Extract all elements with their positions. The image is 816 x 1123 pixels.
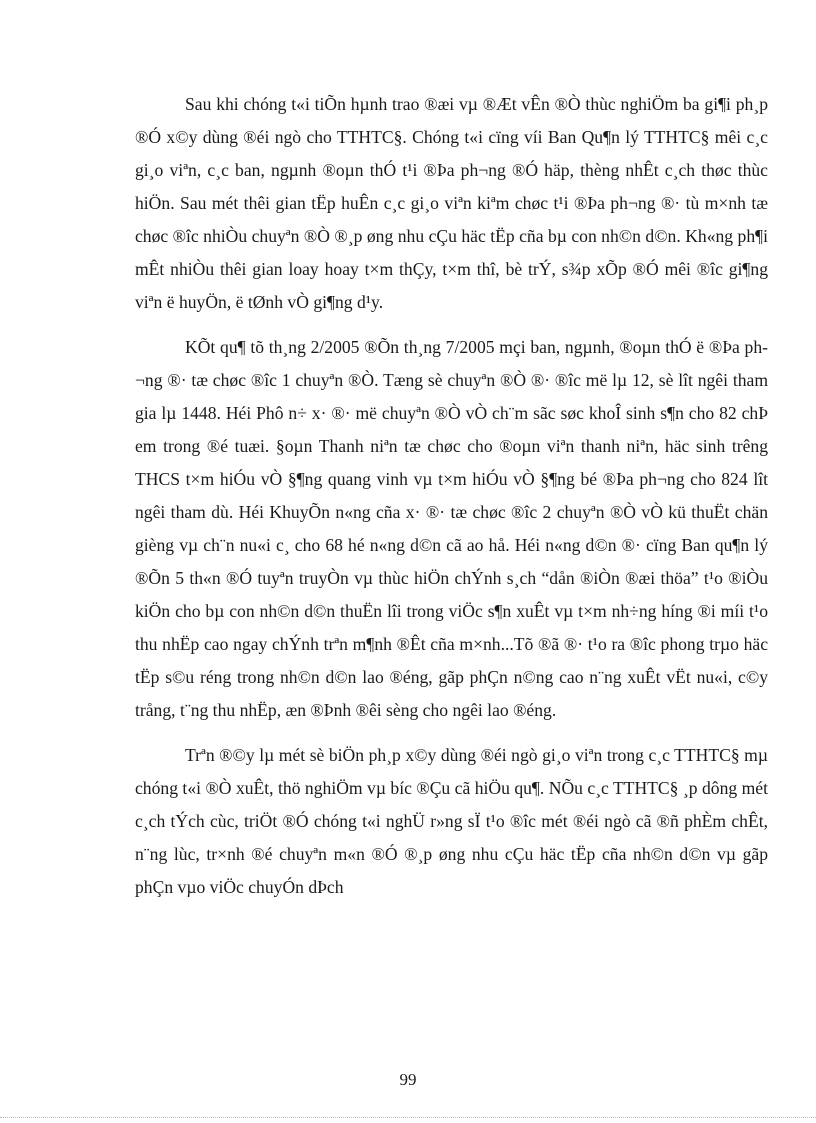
- body-text: [135, 88, 768, 916]
- page-bottom-border: [0, 1117, 816, 1118]
- paragraph-2: KÕt qu¶ tõ th¸ng 2/2005 ®Õn th¸ng 7/2005 mçi ban, ngµnh, ®oµn thÓ ë ®Þa ph¬ng ®· tæ chøc ®îc 1 chuyªn ®Ò. Tæng sè chuyªn ®Ò ®· ®îc më lµ 12, sè lît ngêi tham gia lµ 1448. Héi Phô n÷ x· ®· më chuyªn ®Ò vÒ ch¨m sãc søc khoÎ sinh s¶n cho 82 chÞ em trong ®é tuæi. §oµn Thanh niªn tæ chøc cho ®oµn viªn thanh niªn, häc sinh trêng THCS t×m hiÓu vÒ §¶ng quang vinh vµ t×m hiÓu vÒ §¶ng bé ®Þa ph¬ng cho 824 lît ngêi tham dù. Héi KhuyÕn n«ng cña x· ®· tæ chøc ®îc 2 chuyªn ®Ò vÒ kü thuËt chän gièng vµ ch¨n nu«i c¸ cho 68 hé n«ng d©n cã ao hå. Héi n«ng d©n ®· cïng Ban qu¶n lý ®Õn 5 th«n ®Ó tuyªn truyÒn vµ thùc hiÖn chÝnh s¸ch “dån ®iÒn ®æi thöa” t¹o ®iÒu kiÖn cho bµ con nh©n d©n thuËn lîi trong viÖc s¶n xuÊt vµ t×m nh÷ng híng ®i míi t¹o thu nhËp cao ngay chÝnh trªn m¶nh ®Êt cña m×nh...Tõ ®ã ®· t¹o ra ®îc phong trµo häc tËp s©u réng trong nh©n d©n lao ®éng, gãp phÇn n©ng cao n¨ng xuÊt vËt nu«i, c©y trång, t¨ng thu nhËp, æn ®Þnh ®êi sèng cho ngêi lao ®éng.: [135, 337, 768, 720]
- paragraph-1: Sau khi chóng t«i tiÕn hµnh trao ®æi vµ ®Æt vÊn ®Ò thùc nghiÖm ba gi¶i ph¸p ®Ó x©y dùng ®éi ngò cho TTHTC§. Chóng t«i cïng víi Ban Qu¶n lý TTHTC§ mêi c¸c gi¸o viªn, c¸c ban, ngµnh ®oµn thÓ t¹i ®Þa ph¬ng ®Ó häp, thèng nhÊt c¸ch thøc thùc hiÖn. Sau mét thêi gian tËp huÊn c¸c gi¸o viªn kiªm chøc t¹i ®Þa ph¬ng ®· tù m×nh tæ chøc ®îc nhiÒu chuyªn ®Ò ®¸p øng nhu cÇu häc tËp cña bµ con nh©n d©n. Kh«ng ph¶i mÊt nhiÒu thêi gian loay hoay t×m thÇy, t×m thî, bè trÝ, s¾p xÕp ®Ó mêi ®îc gi¶ng viªn ë huyÖn, ë tØnh vÒ gi¶ng d¹y.: [135, 94, 768, 312]
- page-number: 99: [399, 1070, 417, 1089]
- paragraph-3: Trªn ®©y lµ mét sè biÖn ph¸p x©y dùng ®éi ngò gi¸o viªn trong c¸c TTHTC§ mµ chóng t«i ®Ò xuÊt, thö nghiÖm vµ bíc ®Çu cã hiÖu qu¶. NÕu c¸c TTHTC§ ¸p dông mét c¸ch tÝch cùc, triÖt ®Ó chóng t«i nghÜ r»ng sÏ t¹o ®îc mét ®éi ngò cã ®ñ phÈm chÊt, n¨ng lùc, tr×nh ®é chuyªn m«n ®Ó ®¸p øng nhu cÇu häc tËp cña nh©n d©n vµ gãp phÇn vµo viÖc chuyÓn dÞch: [135, 745, 768, 897]
